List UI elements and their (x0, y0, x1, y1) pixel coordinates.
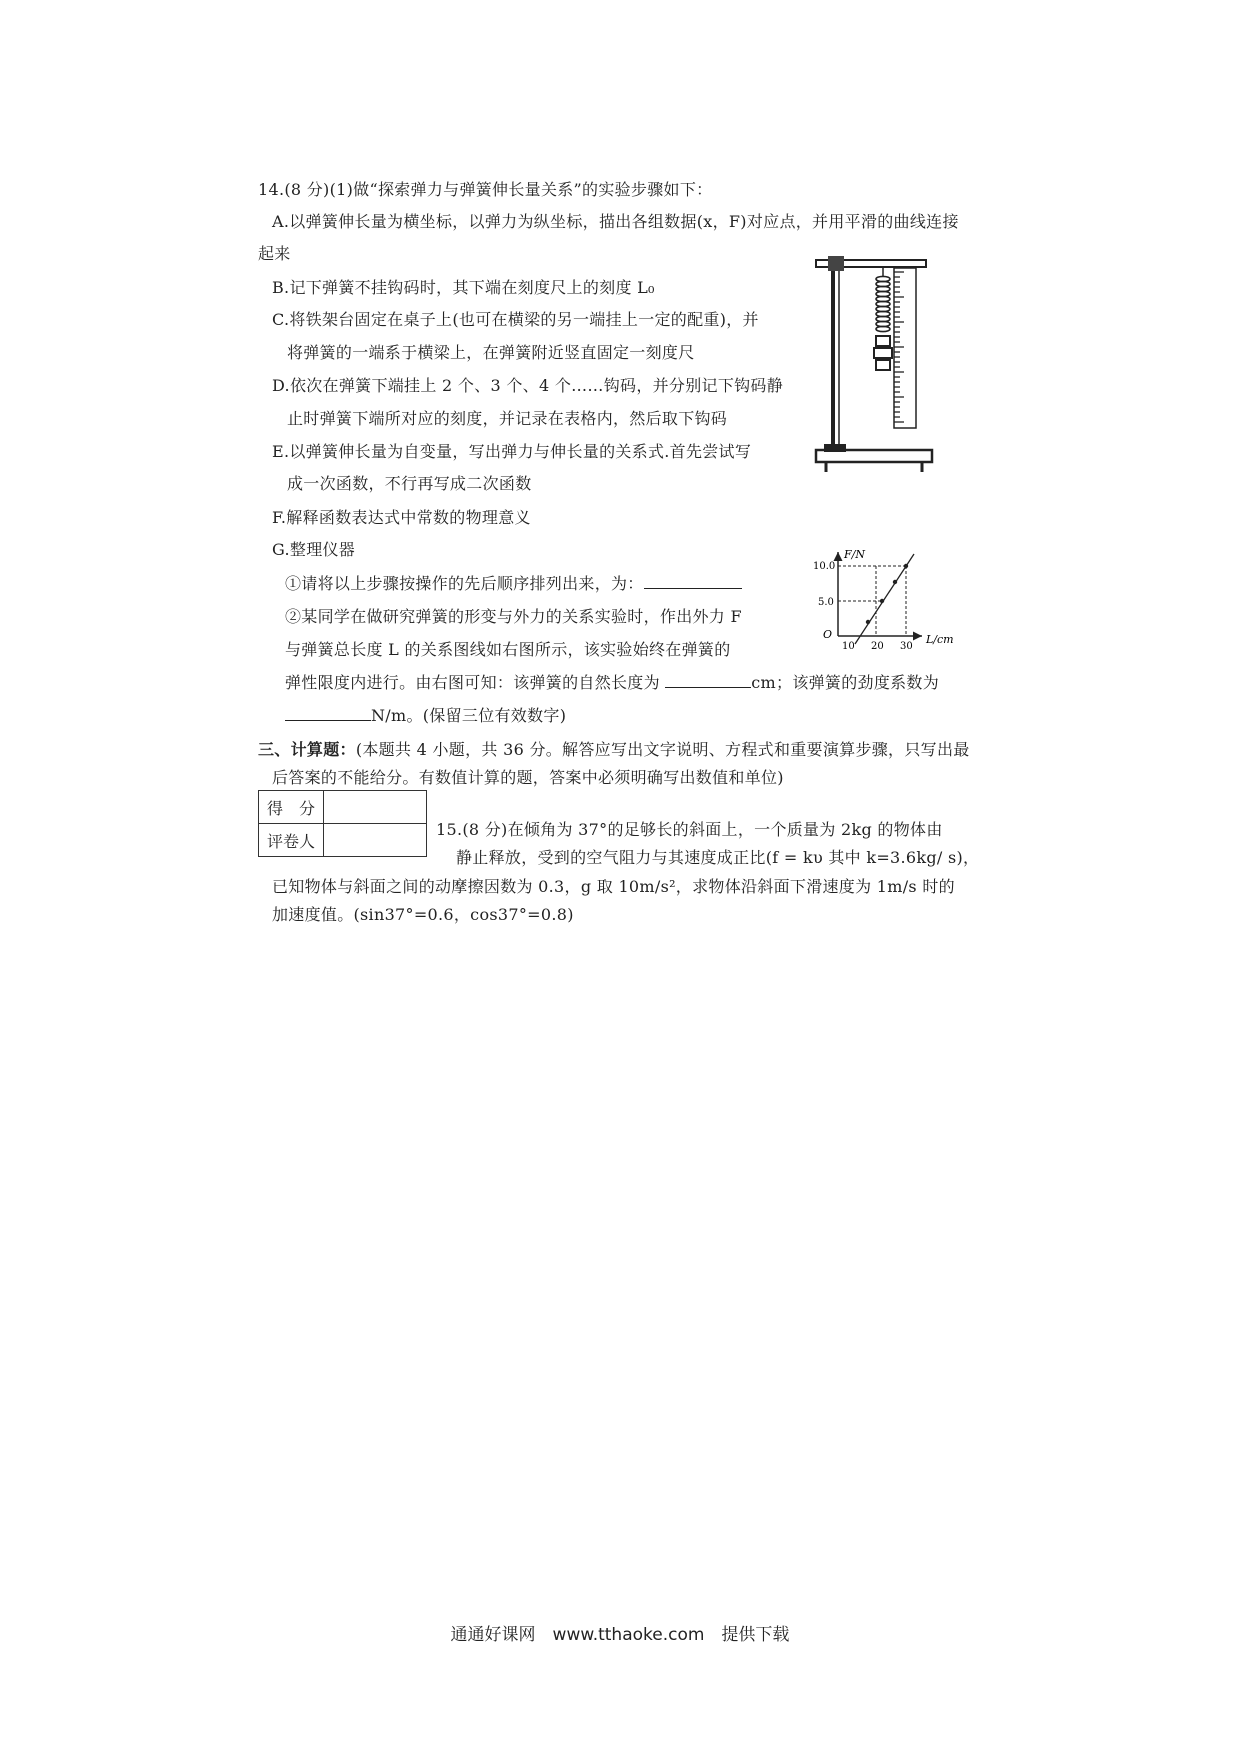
unit-cm-text: cm；该弹簧的劲度系数为 (751, 673, 940, 692)
score-cell[interactable] (324, 791, 427, 824)
sub-question-2-line4 (285, 706, 566, 726)
spring-coil (876, 326, 890, 331)
q14-heading: 14.(8 分)(1)做“探索弹力与弹簧伸长量关系”的实验步骤如下： (258, 180, 713, 199)
section-3-line2: 后答案的不能给分。有数值计算的题，答案中必须明确写出数值和单位) (272, 768, 784, 787)
q15-line4: 加速度值。(sin37°=0.6，cos37°=0.8) (272, 905, 574, 924)
q15-line2: 静止释放，受到的空气阻力与其速度成正比(f = kυ 其中 k=3.6kg/ s)， (456, 848, 980, 867)
step-e-line2: 成一次函数，不行再写成二次函数 (287, 474, 532, 493)
step-b: B.记下弹簧不挂钩码时，其下端在刻度尺上的刻度 L₀ (272, 278, 655, 297)
unit-nm-text: N/m。(保留三位有效数字) (371, 706, 567, 725)
step-d-line2: 止时弹簧下端所对应的刻度，并记录在表格内，然后取下钩码 (287, 409, 728, 428)
data-point (880, 599, 884, 603)
hook-weight-1 (876, 336, 890, 346)
step-c-line2: 将弹簧的一端系于横梁上，在弹簧附近竖直固定一刻度尺 (287, 343, 695, 362)
x-axis-label: L/cm (926, 633, 954, 646)
section-3-line1 (258, 740, 970, 760)
spring-coils (876, 276, 890, 331)
data-point (904, 564, 908, 568)
spring-apparatus-diagram (810, 250, 940, 480)
sub-question-1-text: ①请将以上步骤按操作的先后顺序排列出来，为： (285, 574, 644, 593)
x-tick-30: 30 (900, 641, 913, 652)
origin-label: O (823, 628, 833, 641)
step-f: F.解释函数表达式中常数的物理意义 (272, 508, 531, 527)
y-tick-5: 5.0 (818, 597, 834, 608)
y-tick-10: 10.0 (813, 561, 836, 572)
sub-question-1 (285, 574, 742, 594)
data-point (866, 620, 870, 624)
force-length-graph (810, 548, 970, 658)
step-c-line1: C.将铁架台固定在桌子上(也可在横梁的另一端挂上一定的配重)，并 (272, 310, 759, 329)
step-a-line2: 起来 (258, 244, 291, 263)
step-g: G.整理仪器 (272, 540, 356, 559)
crossbar-clamp (828, 256, 844, 271)
sub-question-2-text: 弹性限度内进行。由右图可知：该弹簧的自然长度为 (285, 673, 660, 692)
x-tick-10: 10 (842, 641, 855, 652)
score-table (258, 790, 427, 857)
grader-cell[interactable] (324, 824, 427, 857)
sub-question-2-line3 (285, 673, 939, 693)
sub-question-2-line1: ②某同学在做研究弹簧的形变与外力的关系实验时，作出外力 F (285, 607, 742, 626)
data-point (893, 580, 897, 584)
q15-line1: 15.(8 分)在倾角为 37°的足够长的斜面上，一个质量为 2kg 的物体由 (436, 820, 943, 839)
answer-blank-order[interactable] (644, 574, 742, 589)
step-e-line1: E.以弹簧伸长量为自变量，写出弹力与伸长量的关系式.首先尝试写 (272, 442, 752, 461)
score-label: 得 分 (259, 791, 324, 824)
step-a-line1: A.以弹簧伸长量为横坐标，以弹力为纵坐标，描出各组数据(x，F)对应点，并用平滑的曲线连接 (272, 212, 959, 231)
section-3-title: 三、计算题： (258, 740, 356, 759)
section-3-instructions: (本题共 4 小题，共 36 分。解答应写出文字说明、方程式和重要演算步骤，只写出最 (355, 740, 970, 759)
step-d-line1: D.依次在弹簧下端挂上 2 个、3 个、4 个……钩码，并分别记下钩码静 (272, 376, 784, 395)
footer-credit: 通通好课网 www.tthaoke.com 提供下载 (450, 1625, 790, 1645)
hook-weight-2 (874, 348, 892, 358)
hook-weight-3 (876, 360, 890, 370)
sub-question-2-line2: 与弹簧总长度 L 的关系图线如右图所示，该实验始终在弹簧的 (285, 640, 731, 659)
grader-label: 评卷人 (259, 824, 324, 857)
y-axis-label: F/N (844, 548, 865, 561)
q15-line3: 已知物体与斜面之间的动摩擦因数为 0.3，g 取 10m/s²，求物体沿斜面下滑速度为 1m/s 时的 (272, 877, 955, 896)
x-tick-20: 20 (871, 641, 884, 652)
answer-blank-length[interactable] (665, 673, 751, 688)
answer-blank-stiffness[interactable] (285, 706, 371, 721)
